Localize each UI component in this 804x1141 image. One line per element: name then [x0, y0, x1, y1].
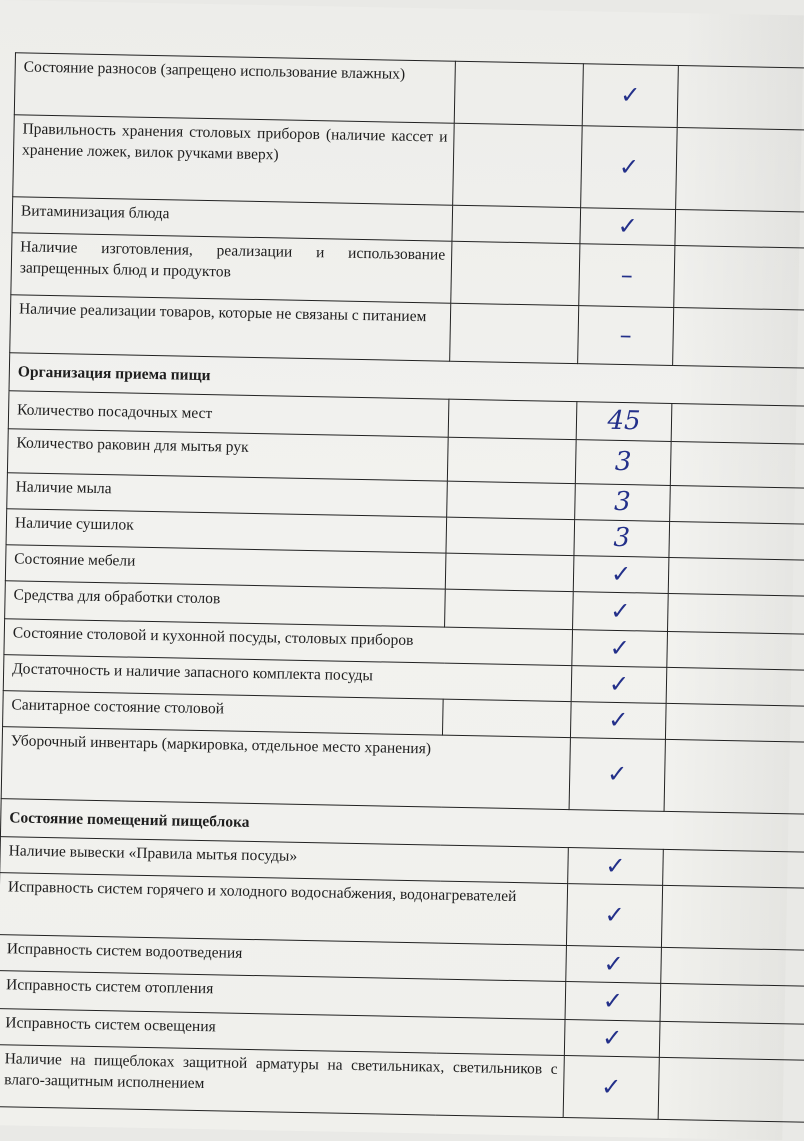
- handwritten-checkmark: ✓: [572, 630, 668, 668]
- blank-cell: [666, 667, 804, 706]
- handwritten-checkmark: ✓: [568, 848, 664, 886]
- criterion-text: Количество раковин для мытья рук: [7, 429, 448, 481]
- blank-cell: [445, 589, 574, 629]
- criterion-text: Наличие мыла: [7, 473, 448, 517]
- criterion-text: Исправность систем горячего и холодного водоснабжения, водонагревателей: [0, 873, 568, 946]
- criterion-text: Исправность систем водоотведения: [0, 935, 566, 982]
- blank-cell: [447, 481, 576, 519]
- handwritten-checkmark: ✓: [582, 64, 678, 128]
- handwritten-checkmark: ✓: [569, 738, 665, 812]
- handwritten-checkmark: ✓: [573, 592, 669, 632]
- handwritten-checkmark: ✓: [563, 1056, 659, 1120]
- blank-cell: [671, 403, 804, 444]
- blank-cell: [660, 983, 804, 1024]
- blank-cell: [659, 1021, 804, 1060]
- blank-cell: [661, 885, 804, 950]
- handwritten-checkmark: ✓: [573, 556, 669, 594]
- criterion-text: Витаминизация блюда: [12, 197, 453, 241]
- blank-cell: [658, 1057, 804, 1122]
- criterion-text: Правильность хранения столовых приборов (наличие кассет и хранение ложек, вилок ручками вверх): [13, 115, 454, 205]
- checklist-row: [13, 115, 804, 213]
- handwritten-checkmark: ✓: [581, 126, 678, 210]
- blank-cell: [454, 61, 583, 125]
- blank-cell: [675, 210, 804, 249]
- blank-cell: [448, 399, 577, 439]
- criterion-text: Наличие реализации товаров, которые не связаны с питанием: [10, 295, 451, 361]
- criterion-text: Состояние разносов (запрещено использование влажных): [14, 53, 455, 123]
- criterion-text: Уборочный инвентарь (маркировка, отдельное место хранения): [1, 727, 570, 810]
- criterion-text: Количество посадочных мест: [8, 391, 449, 437]
- inspection-checklist-table: [0, 52, 804, 1123]
- blank-cell: [447, 437, 576, 483]
- blank-cell: [661, 947, 804, 986]
- handwritten-checkmark: ✓: [566, 884, 662, 948]
- blank-cell: [453, 123, 583, 207]
- handwritten-number: 3: [575, 440, 671, 486]
- handwritten-checkmark: ✓: [564, 1020, 660, 1058]
- handwritten-checkmark: ✓: [565, 982, 661, 1022]
- blank-cell: [442, 699, 571, 737]
- blank-cell: [674, 246, 804, 311]
- handwritten-dash: –: [578, 306, 674, 366]
- criterion-text: Исправность систем отопления: [0, 971, 566, 1020]
- blank-cell: [446, 517, 575, 555]
- blank-cell: [677, 66, 804, 131]
- blank-cell: [668, 557, 804, 596]
- blank-cell: [670, 485, 804, 524]
- handwritten-checkmark: ✓: [570, 702, 666, 740]
- blank-cell: [452, 205, 581, 243]
- blank-cell: [663, 849, 804, 888]
- blank-cell: [670, 441, 804, 488]
- criterion-text: Наличие вывески «Правила мытья посуды»: [0, 837, 568, 884]
- criterion-text: Наличие изготовления, реализации и использование запрещенных блюд и продуктов: [11, 233, 452, 303]
- handwritten-checkmark: ✓: [566, 946, 662, 984]
- blank-cell: [668, 593, 804, 634]
- blank-cell: [664, 739, 804, 814]
- criterion-text: Состояние столовой и кухонной посуды, столовых приборов: [4, 619, 573, 666]
- blank-cell: [450, 303, 579, 363]
- handwritten-checkmark: ✓: [571, 666, 667, 704]
- blank-cell: [667, 631, 804, 670]
- section-title: Организация приема пищи: [9, 353, 804, 407]
- criterion-text: Наличие на пищеблоках защитной арматуры на светильниках, светильников с влаго-защитным исполнением: [0, 1045, 564, 1118]
- criterion-text: Состояние мебели: [5, 545, 446, 589]
- blank-cell: [665, 703, 804, 742]
- section-title: Состояние помещений пищеблока: [0, 799, 804, 853]
- criterion-text: Санитарное состояние столовой: [3, 691, 444, 735]
- handwritten-number: 3: [574, 520, 670, 558]
- handwritten-number: 45: [576, 402, 672, 442]
- criterion-text: Наличие сушилок: [6, 509, 447, 553]
- blank-cell: [669, 521, 804, 560]
- blank-cell: [451, 241, 580, 305]
- blank-cell: [445, 553, 574, 591]
- criterion-text: Исправность систем освещения: [0, 1009, 565, 1056]
- handwritten-dash: –: [579, 244, 675, 308]
- handwritten-number: 3: [575, 484, 671, 522]
- handwritten-checkmark: ✓: [580, 208, 676, 246]
- criterion-text: Средства для обработки столов: [5, 581, 446, 627]
- criterion-text: Достаточность и наличие запасного комплекта посуды: [3, 655, 572, 702]
- blank-cell: [673, 307, 804, 368]
- blank-cell: [676, 128, 804, 213]
